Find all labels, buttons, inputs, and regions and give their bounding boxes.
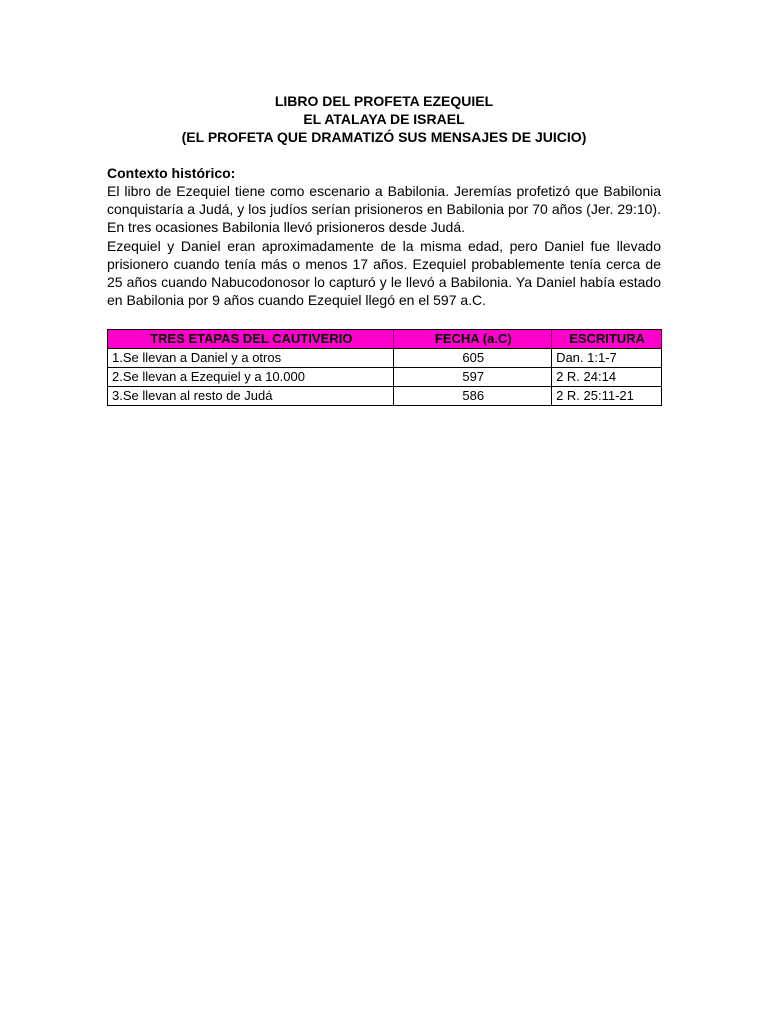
table-cell-scripture: 2 R. 25:11-21 (552, 387, 662, 406)
document-title (107, 92, 661, 146)
table-cell-scripture: Dan. 1:1-7 (552, 349, 662, 368)
table-cell-date: 605 (394, 349, 552, 368)
table-header-date: FECHA (a.C) (394, 330, 552, 349)
section-heading: Contexto histórico: (107, 165, 236, 181)
table-cell-scripture: 2 R. 24:14 (552, 368, 662, 387)
table-cell-date: 586 (394, 387, 552, 406)
table-cell-date: 597 (394, 368, 552, 387)
table-cell-stage: 2.Se llevan a Ezequiel y a 10.000 (108, 368, 394, 387)
table-row (108, 387, 662, 406)
document-page (107, 92, 661, 406)
title-line-2: EL ATALAYA DE ISRAEL (303, 111, 465, 127)
table-header-stages: TRES ETAPAS DEL CAUTIVERIO (108, 330, 394, 349)
table-cell-stage: 1.Se llevan a Daniel y a otros (108, 349, 394, 368)
table-header-scripture: ESCRITURA (552, 330, 662, 349)
table-row (108, 368, 662, 387)
table-cell-stage: 3.Se llevan al resto de Judá (108, 387, 394, 406)
paragraph-1: El libro de Ezequiel tiene como escenario a Babilonia. Jeremías profetizó que Babilonia conquistaría a Judá, y los judíos serían prisioneros en Babilonia por 70 años (Jer. 29:10). En tres ocasiones Babilonia llevó prisioneros desde Judá. (107, 183, 661, 236)
paragraph-2: Ezequiel y Daniel eran aproximadamente de la misma edad, pero Daniel fue llevado prisionero cuando tenía más o menos 17 años. Ezequiel probablemente tenía cerca de 25 años cuando Nabucodonosor lo capturó y le llevó a Babilonia. Ya Daniel había estado en Babilonia por 9 años cuando Ezequiel llegó en el 597 a.C. (107, 237, 661, 309)
title-line-1: LIBRO DEL PROFETA EZEQUIEL (274, 93, 494, 109)
title-line-3: (EL PROFETA QUE DRAMATIZÓ SUS MENSAJES DE JUICIO) (181, 129, 587, 145)
table-row (108, 349, 662, 368)
table-header-row (108, 330, 662, 349)
captivity-table (107, 329, 662, 406)
